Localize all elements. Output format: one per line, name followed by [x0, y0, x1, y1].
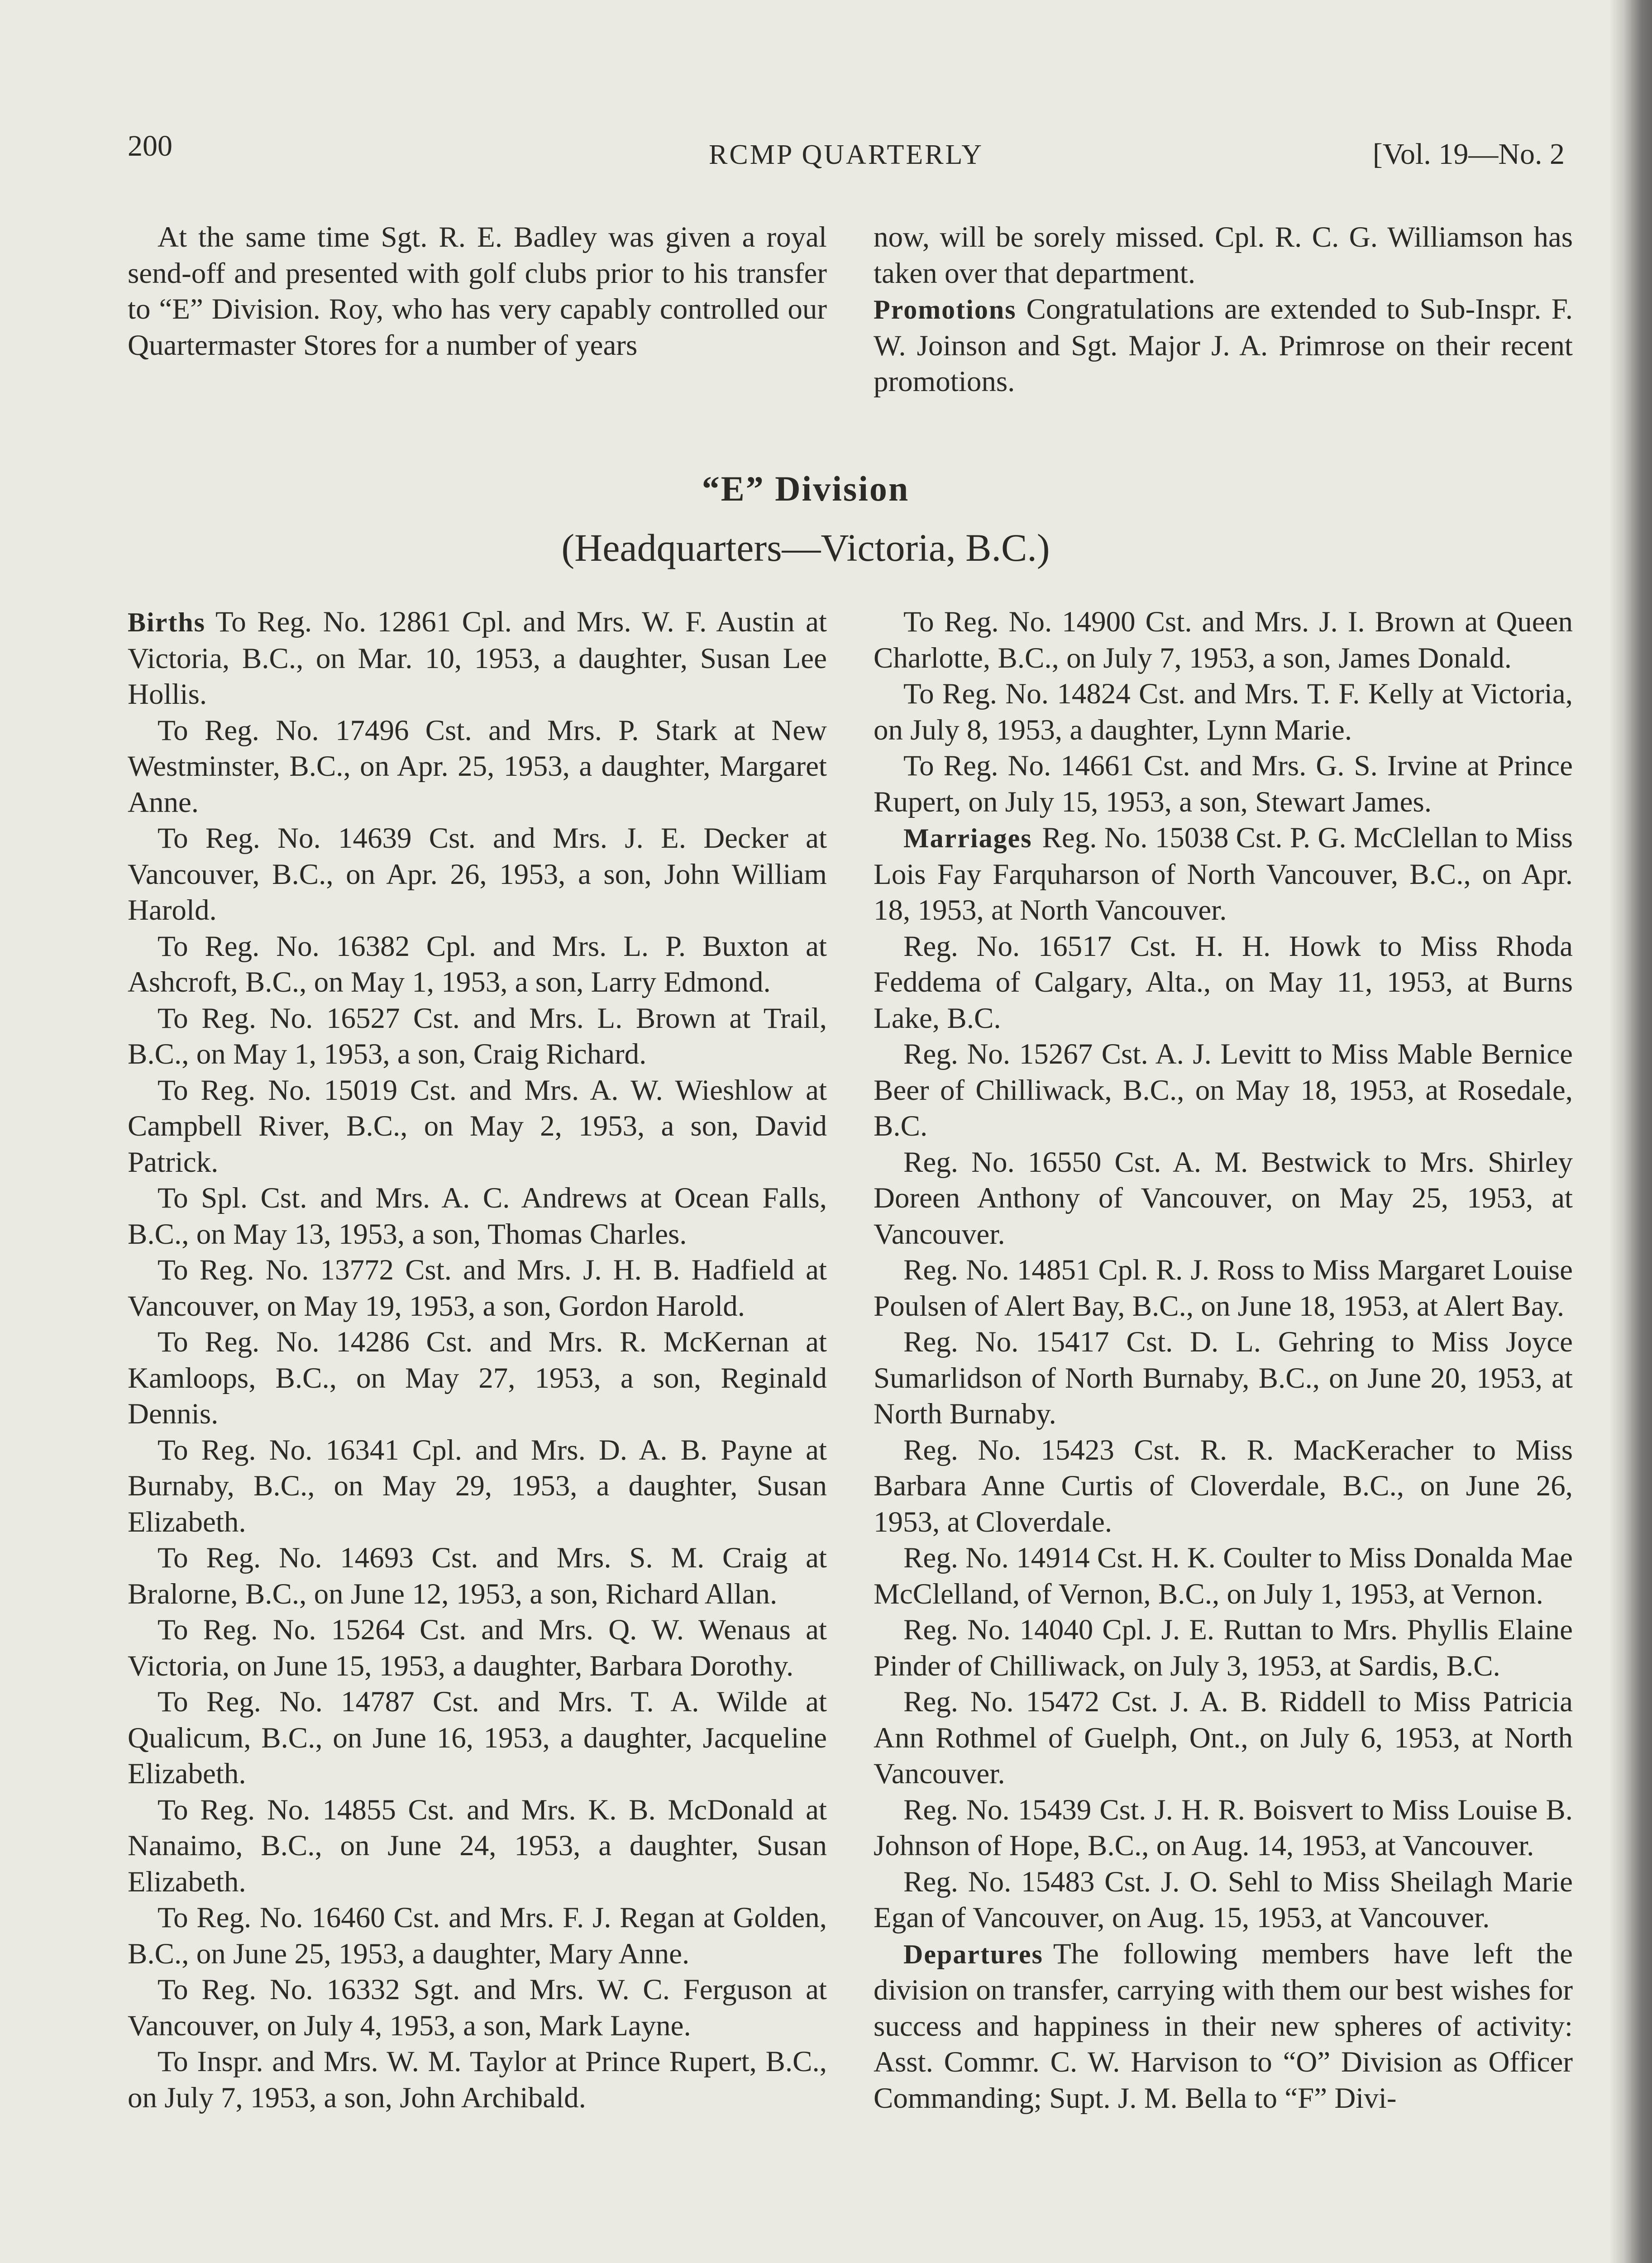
badley-continuation: now, will be sorely missed. Cpl. R. C. G. Williamson has taken over that department.: [874, 221, 1573, 290]
marriage-entry: Reg. No. 14914 Cst. H. K. Coulter to Miss Donalda Mae McClelland, of Vernon, B.C., on July 1, 1953, at Vernon.: [874, 1542, 1573, 1610]
births-first-text: To Reg. No. 12861 Cpl. and Mrs. W. F. Austin at Victoria, B.C., on Mar. 10, 1953, a daughter, Susan Lee Hollis.: [128, 606, 827, 711]
birth-entry: To Reg. No. 14900 Cst. and Mrs. J. I. Brown at Queen Charlotte, B.C., on July 7, 1953, a son, James Donald.: [874, 606, 1573, 674]
marriages-first: [874, 820, 1573, 929]
marriage-entry: Reg. No. 16517 Cst. H. H. Howk to Miss Rhoda Feddema of Calgary, Alta., on May 11, 1953, at Burns Lake, B.C.: [874, 930, 1573, 1035]
marriage-entry: Reg. No. 15417 Cst. D. L. Gehring to Miss Joyce Sumarlidson of North Burnaby, B.C., on June 20, 1953, at North Burnaby.: [874, 1326, 1573, 1430]
birth-entry: To Reg. No. 17496 Cst. and Mrs. P. Stark at New Westminster, B.C., on Apr. 25, 1953, a daughter, Margaret Anne.: [128, 714, 827, 819]
birth-entry: To Reg. No. 15264 Cst. and Mrs. Q. W. Wenaus at Victoria, on June 15, 1953, a daughter, Barbara Dorothy.: [128, 1614, 827, 1682]
promotions-paragraph: [874, 291, 1573, 400]
marriage-entry: Reg. No. 15483 Cst. J. O. Sehl to Miss Sheilagh Marie Egan of Vancouver, on Aug. 15, 1953, at Vancouver.: [874, 1865, 1573, 1934]
top-left-column: [128, 220, 827, 363]
promotions-label: Promotions: [874, 295, 1017, 325]
marriage-entry: Reg. No. 14851 Cpl. R. J. Ross to Miss Margaret Louise Poulsen of Alert Bay, B.C., on June 18, 1953, at Alert Bay.: [874, 1254, 1573, 1322]
volume-info: [Vol. 19—No. 2: [1372, 138, 1565, 171]
section-subtitle: (Headquarters—Victoria, B.C.): [561, 526, 1050, 569]
marriage-entry: Reg. No. 15472 Cst. J. A. B. Riddell to Miss Patricia Ann Rothmel of Guelph, Ont., on July 6, 1953, at North Vancouver.: [874, 1685, 1573, 1790]
birth-entry: To Reg. No. 16382 Cpl. and Mrs. L. P. Buxton at Ashcroft, B.C., on May 1, 1953, a son, Larry Edmond.: [128, 930, 827, 998]
birth-entry: To Reg. No. 14639 Cst. and Mrs. J. E. Decker at Vancouver, B.C., on Apr. 26, 1953, a son, John William Harold.: [128, 822, 827, 926]
marriage-entry: Reg. No. 16550 Cst. A. M. Bestwick to Mrs. Shirley Doreen Anthony of Vancouver, on May 25, 1953, at Vancouver.: [874, 1146, 1573, 1251]
marriage-entry: Reg. No. 15423 Cst. R. R. MacKeracher to Miss Barbara Anne Curtis of Cloverdale, B.C., on June 26, 1953, at Cloverdale.: [874, 1433, 1573, 1538]
birth-entry: To Reg. No. 13772 Cst. and Mrs. J. H. B. Hadfield at Vancouver, on May 19, 1953, a son, Gordon Harold.: [128, 1254, 827, 1322]
page-spine-shadow: [1609, 0, 1652, 2263]
birth-entry: To Reg. No. 14824 Cst. and Mrs. T. F. Kelly at Victoria, on July 8, 1953, a daughter, Lynn Marie.: [874, 678, 1573, 746]
marriages-label: Marriages: [903, 823, 1032, 853]
birth-entry: To Reg. No. 14286 Cst. and Mrs. R. McKernan at Kamloops, B.C., on May 27, 1953, a son, Reginald Dennis.: [128, 1326, 827, 1430]
birth-entry: To Reg. No. 16341 Cpl. and Mrs. D. A. B. Payne at Burnaby, B.C., on May 29, 1953, a daughter, Susan Elizabeth.: [128, 1433, 827, 1538]
birth-entry: To Reg. No. 14661 Cst. and Mrs. G. S. Irvine at Prince Rupert, on July 15, 1953, a son, Stewart James.: [874, 750, 1573, 818]
section-title: “E” Division: [702, 469, 910, 508]
promotions-text: Congratulations are extended to Sub-Inspr. F. W. Joinson and Sgt. Major J. A. Primrose on their recent promotions.: [874, 293, 1573, 398]
running-title: RCMP QUARTERLY: [708, 139, 984, 170]
birth-entry: To Reg. No. 14693 Cst. and Mrs. S. M. Craig at Bralorne, B.C., on June 12, 1953, a son, Richard Allan.: [128, 1542, 827, 1610]
births-label: Births: [128, 607, 206, 637]
marriages-first-text: Reg. No. 15038 Cst. P. G. McClellan to Miss Lois Fay Farquharson of North Vancouver, B.C., on Apr. 18, 1953, at North Vancouver.: [874, 821, 1573, 926]
birth-entry: To Reg. No. 15019 Cst. and Mrs. A. W. Wieshlow at Campbell River, B.C., on May 2, 1953, a son, David Patrick.: [128, 1074, 827, 1179]
birth-entry: To Reg. No. 16527 Cst. and Mrs. L. Brown at Trail, B.C., on May 1, 1953, a son, Craig Richard.: [128, 1002, 827, 1070]
marriage-entry: Reg. No. 14040 Cpl. J. E. Ruttan to Mrs. Phyllis Elaine Pinder of Chilliwack, on July 3, 1953, at Sardis, B.C.: [874, 1614, 1573, 1682]
main-right-column: [874, 604, 1573, 2116]
departures-label: Departures: [903, 1939, 1043, 1969]
birth-entry: To Reg. No. 14787 Cst. and Mrs. T. A. Wilde at Qualicum, B.C., on June 16, 1953, a daughter, Jacqueline Elizabeth.: [128, 1685, 827, 1790]
birth-entry: To Reg. No. 14855 Cst. and Mrs. K. B. McDonald at Nanaimo, B.C., on June 24, 1953, a daughter, Susan Elizabeth.: [128, 1793, 827, 1898]
page-number: 200: [128, 129, 172, 162]
marriage-entry: Reg. No. 15439 Cst. J. H. R. Boisvert to Miss Louise B. Johnson of Hope, B.C., on Aug. 14, 1953, at Vancouver.: [874, 1793, 1573, 1862]
badley-paragraph: At the same time Sgt. R. E. Badley was given a royal send-off and presented with golf clubs prior to his transfer to “E” Division. Roy, who has very capably controlled our Quartermaster Stores for a number of years: [128, 221, 827, 362]
birth-entry: To Inspr. and Mrs. W. M. Taylor at Prince Rupert, B.C., on July 7, 1953, a son, John Archibald.: [128, 2045, 827, 2114]
births-first: [128, 604, 827, 713]
main-left-column: [128, 604, 827, 2116]
birth-entry: To Reg. No. 16460 Cst. and Mrs. F. J. Regan at Golden, B.C., on June 25, 1953, a daughter, Mary Anne.: [128, 1901, 827, 1970]
birth-entry: To Spl. Cst. and Mrs. A. C. Andrews at Ocean Falls, B.C., on May 13, 1953, a son, Thomas Charles.: [128, 1182, 827, 1251]
departures-paragraph: [874, 1936, 1573, 2117]
birth-entry: To Reg. No. 16332 Sgt. and Mrs. W. C. Ferguson at Vancouver, on July 4, 1953, a son, Mark Layne.: [128, 1973, 827, 2042]
top-right-column: [874, 220, 1573, 400]
departures-text: The following members have left the division on transfer, carrying with them our best wishes for success and happiness in their new spheres of activity: Asst. Commr. C. W. Harvison to “O” Division as Officer Commanding; Supt. J. M. Bella to “F” Divi-: [874, 1937, 1573, 2115]
marriage-entry: Reg. No. 15267 Cst. A. J. Levitt to Miss Mable Bernice Beer of Chilliwack, B.C., on May 18, 1953, at Rosedale, B.C.: [874, 1038, 1573, 1142]
page-header: [128, 129, 1565, 179]
